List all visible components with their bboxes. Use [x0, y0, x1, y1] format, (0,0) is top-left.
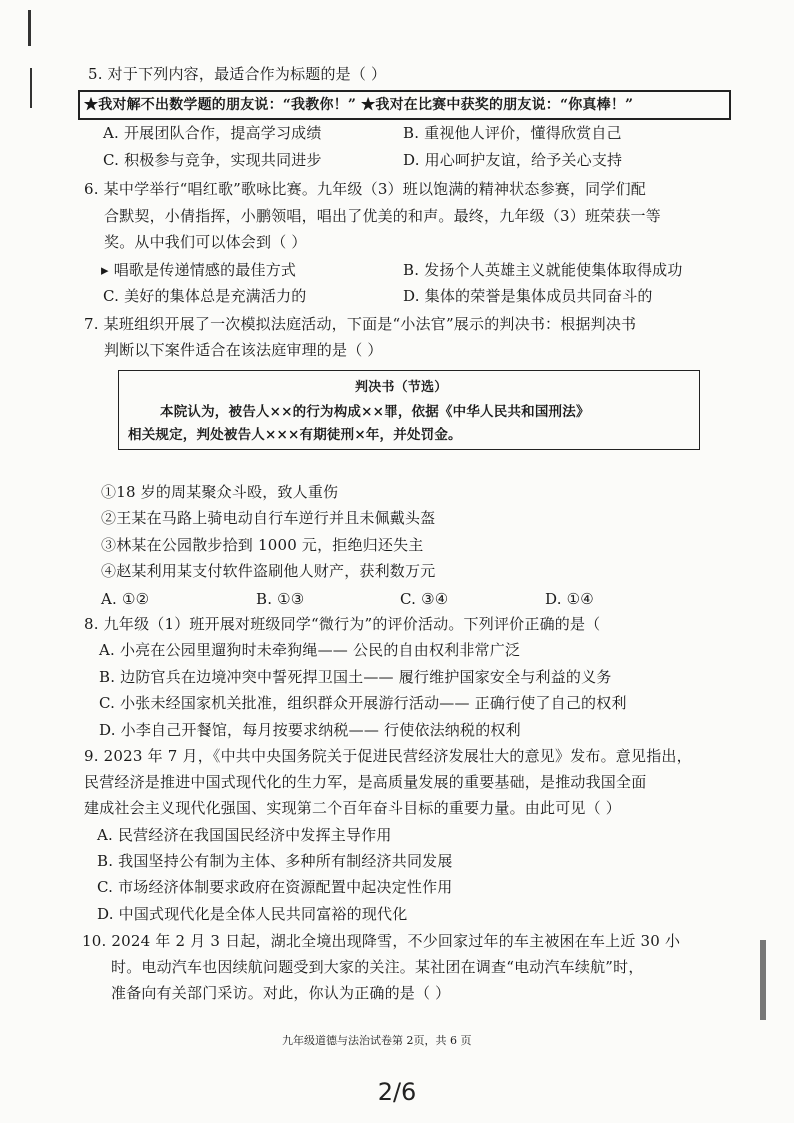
page-indicator: 2/6	[377, 1078, 417, 1106]
q10-stem-line1: 10. 2024 年 2 月 3 日起，湖北全境出现降雪，不少回家过年的车主被困在车上近 30 小	[82, 932, 681, 950]
q7-case-1: ①18 岁的周某聚众斗殴，致人重伤	[101, 483, 339, 501]
q8-option-c: C. 小张未经国家机关批准，组织群众开展游行活动—— 正确行使了自己的权利	[99, 694, 627, 712]
scan-binding-mark	[30, 68, 32, 108]
q6-option-d: D. 集体的荣誉是集体成员共同奋斗的	[403, 287, 653, 305]
q7-stem-line1: 7. 某班组织开展了一次模拟法庭活动，下面是“小法官”展示的判决书：根据判决书	[84, 315, 637, 333]
q10-stem-line3: 准备向有关部门采访。对此，你认为正确的是（ ）	[111, 984, 451, 1002]
q6-option-b: B. 发扬个人英雄主义就能使集体取得成功	[403, 261, 683, 279]
q9-option-c: C. 市场经济体制要求政府在资源配置中起决定性作用	[97, 878, 453, 896]
q8-option-a: A. 小亮在公园里遛狗时未牵狗绳—— 公民的自由权利非常广泛	[99, 641, 521, 659]
q7-option-b: B. ①③	[256, 590, 305, 608]
q6-stem-line1: 6. 某中学举行“唱红歌”歌咏比赛。九年级（3）班以饱满的精神状态参赛，同学们配	[84, 180, 646, 198]
q9-option-a: A. 民营经济在我国国民经济中发挥主导作用	[97, 826, 392, 844]
scan-binding-mark	[28, 10, 31, 46]
judgment-text-line1: 本院认为，被告人××的行为构成××罪，依据《中华人民共和国刑法》	[160, 404, 590, 420]
q9-option-d: D. 中国式现代化是全体人民共同富裕的现代化	[97, 905, 408, 923]
q8-option-b: B. 边防官兵在边境冲突中誓死捍卫国土—— 履行维护国家安全与利益的义务	[99, 668, 612, 686]
q5-option-d: D. 用心呵护友谊，给予关心支持	[403, 151, 623, 169]
page-footer: 九年级道德与法治试卷第 2页，共 6 页	[282, 1034, 472, 1047]
judgment-title: 判决书（节选）	[355, 380, 448, 395]
q8-stem: 8. 九年级（1）班开展对班级同学“微行为”的评价活动。下列评价正确的是（	[84, 615, 601, 633]
q5-option-a: A. 开展团队合作，提高学习成绩	[103, 124, 322, 142]
judgment-text-line2: 相关规定，判处被告人×××有期徒刑×年，并处罚金。	[128, 427, 462, 443]
q5-option-b: B. 重视他人评价，懂得欣赏自己	[403, 124, 622, 142]
q6-stem-line3: 奖。从中我们可以体会到（ ）	[104, 233, 307, 251]
q9-stem-line3: 建成社会主义现代化强国、实现第二个百年奋斗目标的重要力量。由此可见（ ）	[84, 799, 621, 817]
q7-stem-line2: 判断以下案件适合在该法庭审理的是（ ）	[104, 341, 383, 359]
q10-stem-line2: 时。电动汽车也因续航问题受到大家的关注。某社团在调查“电动汽车续航”时，	[111, 958, 644, 976]
q9-stem-line2: 民营经济是推进中国式现代化的生力军，是高质量发展的重要基础，是推动我国全面	[84, 773, 647, 791]
q9-option-b: B. 我国坚持公有制为主体、多种所有制经济共同发展	[97, 852, 453, 870]
q9-stem-line1: 9. 2023 年 7 月，《中共中央国务院关于促进民营经济发展壮大的意见》发布。意见指出，	[84, 747, 692, 765]
q6-option-c: C. 美好的集体总是充满活力的	[103, 287, 307, 305]
scan-edge-mark	[760, 940, 766, 1020]
q5-stem: 5. 对于下列内容，最适合作为标题的是（ ）	[88, 65, 387, 83]
q7-option-d: D. ①④	[545, 590, 594, 608]
q6-option-a: ▸ 唱歌是传递情感的最佳方式	[101, 261, 297, 279]
q5-option-c: C. 积极参与竞争，实现共同进步	[103, 151, 322, 169]
q5-quote-text: ★我对解不出数学题的朋友说：“我教你！” ★我对在比赛中获奖的朋友说：“你真棒！”	[84, 97, 634, 113]
q6-stem-line2: 合默契，小倩指挥，小鹏领唱，唱出了优美的和声。最终，九年级（3）班荣获一等	[104, 207, 661, 225]
q7-case-3: ③林某在公园散步拾到 1000 元，拒绝归还失主	[101, 536, 424, 554]
q7-case-2: ②王某在马路上骑电动自行车逆行并且未佩戴头盔	[101, 509, 436, 527]
q8-option-d: D. 小李自己开餐馆，每月按要求纳税—— 行使依法纳税的权利	[99, 721, 521, 739]
q7-case-4: ④赵某利用某支付软件盗刷他人财产，获利数万元	[101, 562, 436, 580]
q7-option-a: A. ①②	[101, 590, 150, 608]
q7-option-c: C. ③④	[400, 590, 449, 608]
